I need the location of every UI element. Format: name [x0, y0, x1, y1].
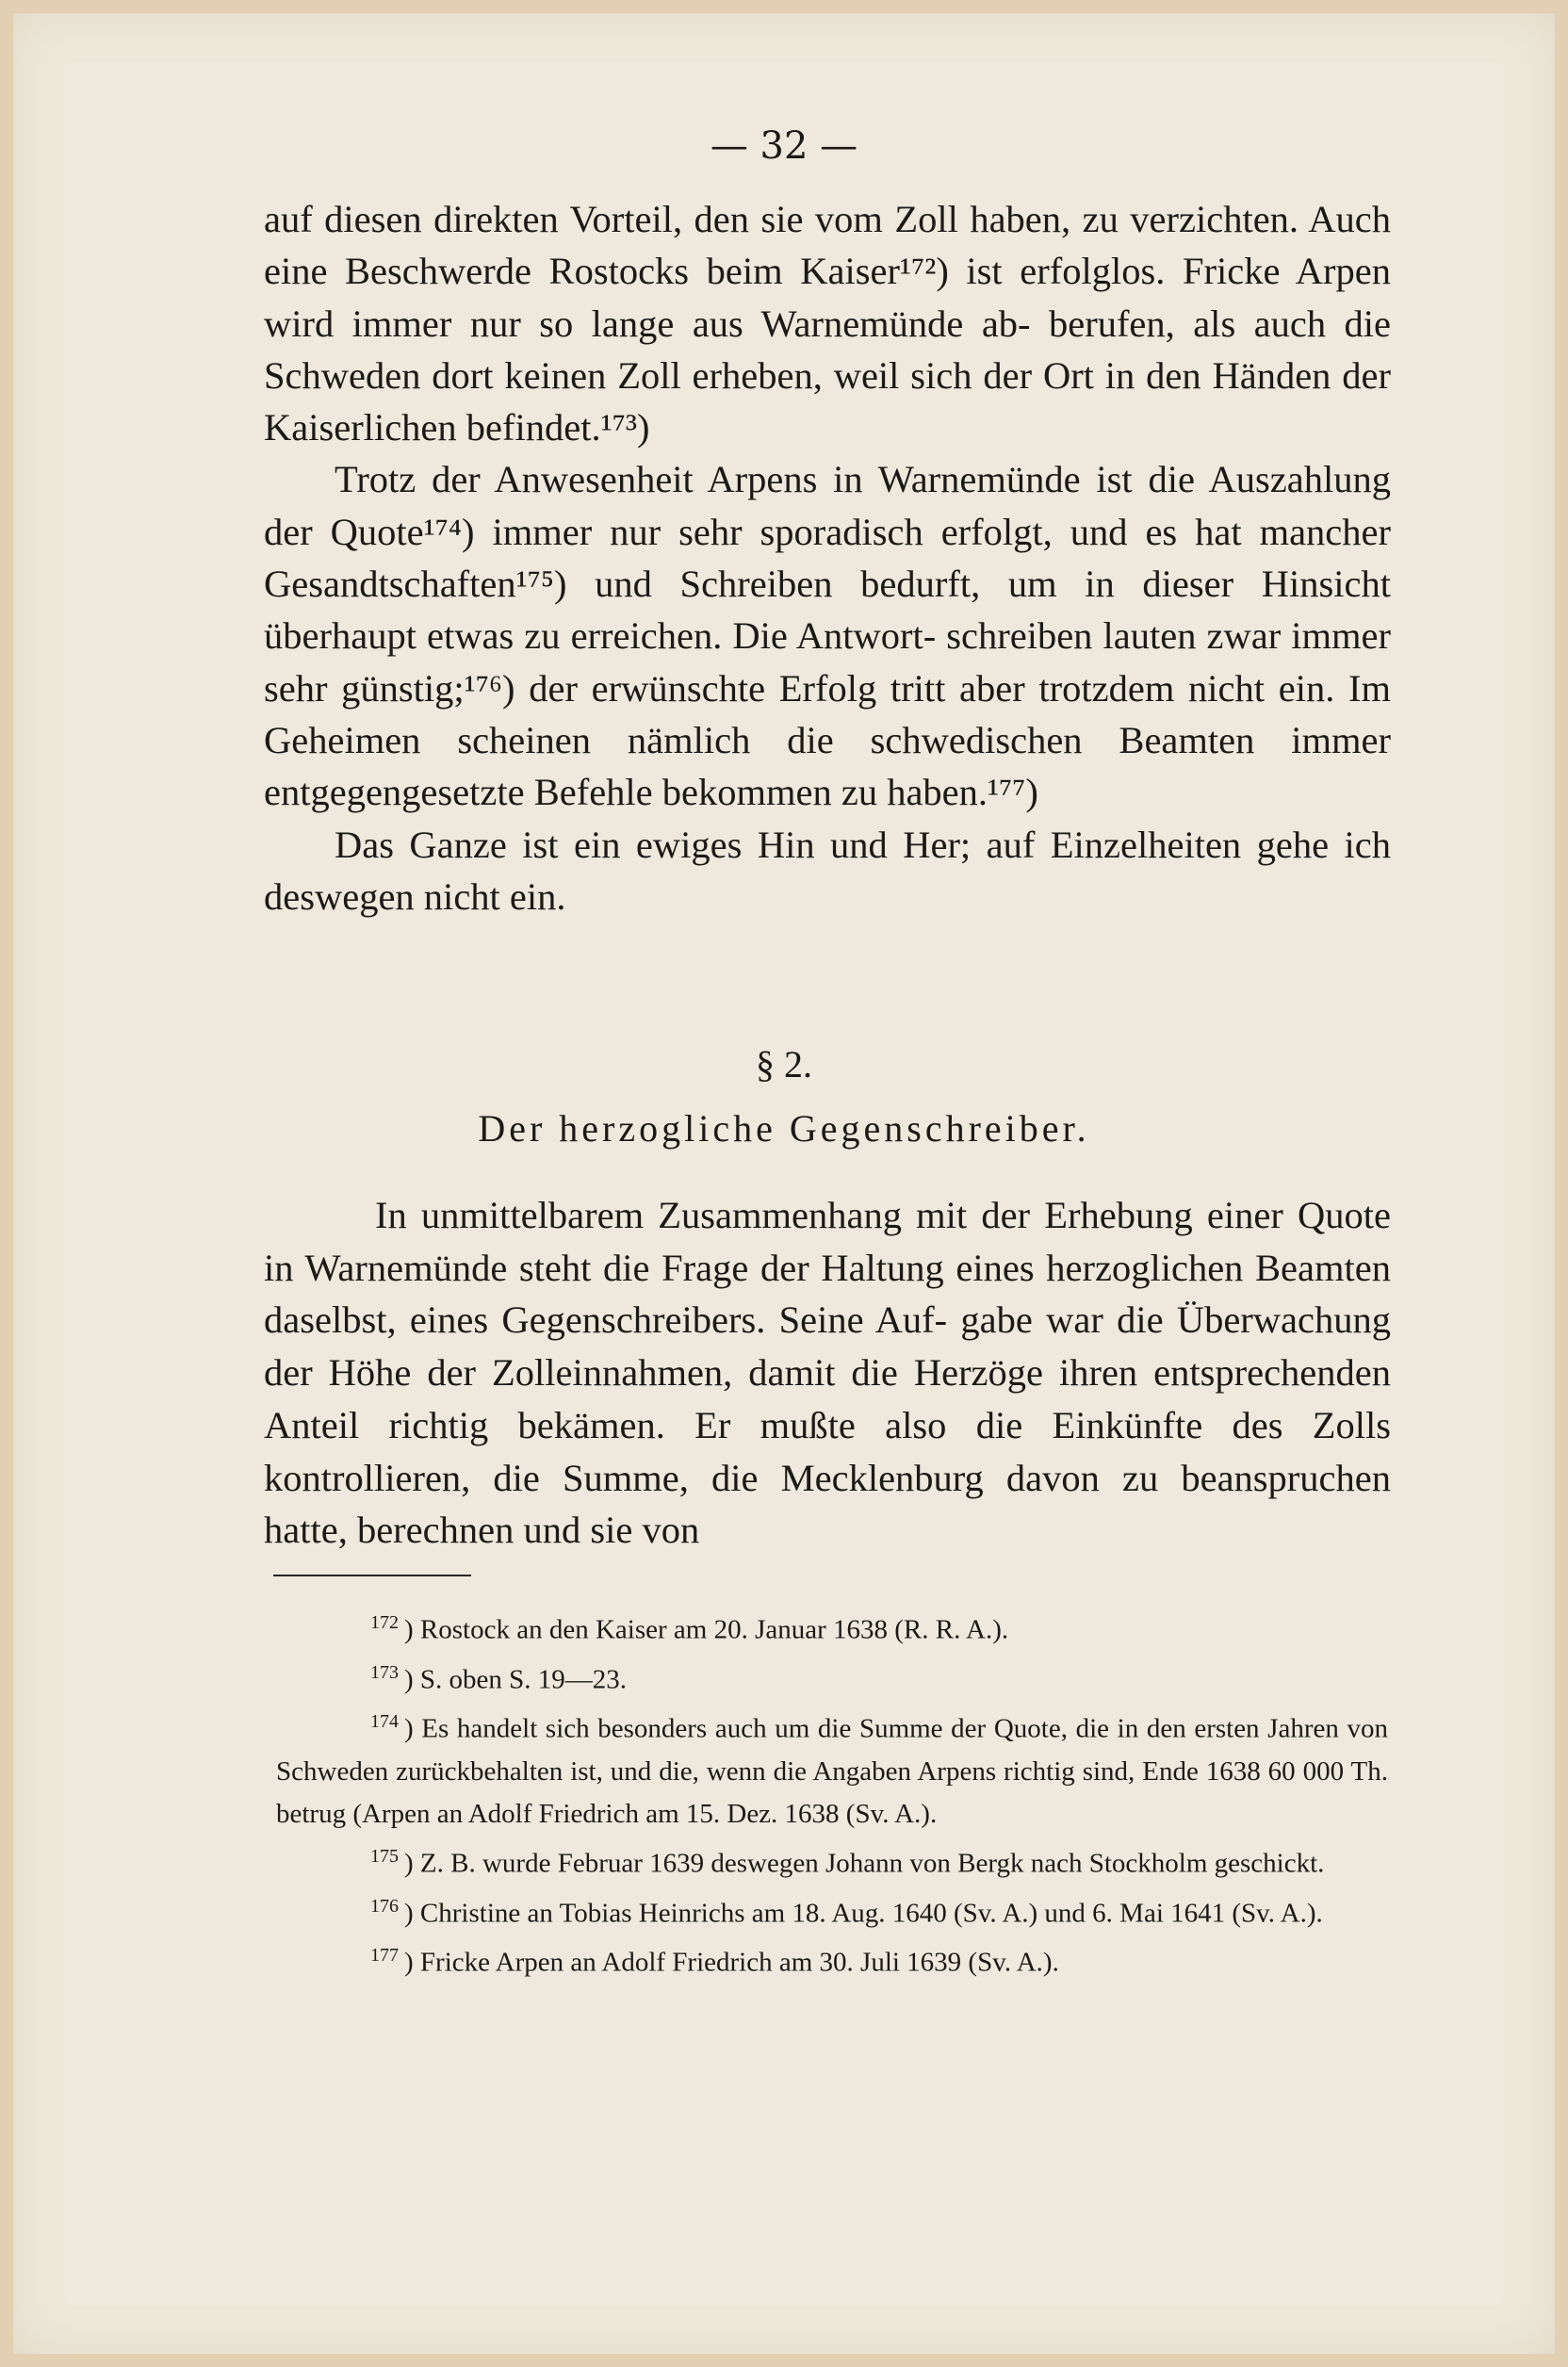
- footnote-mark: 177: [370, 1945, 399, 1967]
- paragraph-4: In unmittelbarem Zusammenhang mit der Erhebung einer Quote in Warnemünde steht die Frage der Haltung eines herzoglichen Beamten daselbst, eines Gegenschreibers. Seine Auf- gabe war die Überwachung der Höhe der Zolleinnahmen, damit die Herzöge ihren entsprechenden Anteil richtig bekämen. Er mußte also die Einkünfte des Zolls kontrollieren, die Summe, die Mecklenburg davon zu beanspruchen hatte, berechnen und sie von: [264, 1194, 1391, 1552]
- footnote-text: Christine an Tobias Heinrichs am 18. Aug. 1640 (Sv. A.) und 6. Mai 1641 (Sv. A.).: [419, 1898, 1323, 1929]
- footnote-text: Es handelt sich besonders auch um die Summe der Quote, die in den ersten Jahren von Schweden zurückbehalten ist, und die, wenn die Angaben Arpens richtig sind, Ende 1638 60 000 Th. betrug (Arpen an Adolf Friedrich am 15. Dez. 1638 (Sv. A.).: [276, 1713, 1388, 1829]
- footnote-mark: 174: [370, 1711, 399, 1733]
- body-text-bottom: [264, 1189, 1391, 1557]
- footnote-172: $^{172}$ ) Rostock an den Kaiser am 20. Januar 1638 (R. R. A.).: [370, 1612, 1009, 1645]
- footnote-text: Z. B. wurde Februar 1639 deswegen Johann von Bergk nach Stockholm geschickt.: [419, 1848, 1325, 1879]
- footnote-mark: 173: [370, 1661, 399, 1683]
- body-text-top: [264, 193, 1391, 922]
- footnote-mark: 172: [370, 1612, 399, 1633]
- footnote-174: $^{174}$ ) Es handelt sich besonders auch um die Summe der Quote, die in den ersten Jahren von Schweden zurückbehalten ist, und die, wenn die Angaben Arpens richtig sind, Ende 1638 60 000 Th. betrug (Arpen an Adolf Friedrich am 15. Dez. 1638 (Sv. A.).: [276, 1711, 1388, 1829]
- page-number: — 32 —: [710, 124, 858, 168]
- footnote-mark: 175: [370, 1845, 399, 1867]
- section-title: Der herzogliche Gegenschreiber.: [478, 1107, 1090, 1150]
- footnote-divider: [273, 1575, 471, 1576]
- section-number: § 2.: [756, 1043, 812, 1086]
- footnote-177: $^{177}$ ) Fricke Arpen an Adolf Friedrich am 30. Juli 1639 (Sv. A.).: [370, 1945, 1059, 1978]
- paragraph-1: auf diesen direkten Vorteil, den sie vom Zoll haben, zu verzichten. Auch eine Beschwerde Rostocks beim Kaiser¹⁷²) ist erfolglos. Fricke Arpen wird immer nur so lange aus Warnemünde ab- berufen, als auch die Schweden dort keinen Zoll erheben, weil sich der Ort in den Händen der Kaiserlichen befindet.¹⁷³): [264, 198, 1391, 449]
- footnote-mark: 176: [370, 1895, 399, 1917]
- paragraph-2: Trotz der Anwesenheit Arpens in Warnemünde ist die Auszahlung der Quote¹⁷⁴) immer nur sehr sporadisch erfolgt, und es hat mancher Gesandtschaften¹⁷⁵) und Schreiben bedurft, um in dieser Hinsicht überhaupt etwas zu erreichen. Die Antwort- schreiben lauten zwar immer sehr günstig;¹⁷⁶) der erwünschte Erfolg tritt aber trotzdem nicht ein. Im Geheimen scheinen nämlich die schwedischen Beamten immer entgegengesetzte Befehle bekommen zu haben.¹⁷⁷): [264, 458, 1391, 814]
- footnote-176: $^{176}$ ) Christine an Tobias Heinrichs am 18. Aug. 1640 (Sv. A.) und 6. Mai 1641 (Sv. A.).: [370, 1895, 1323, 1929]
- footnote-text: S. oben S. 19—23.: [419, 1664, 628, 1695]
- footnote-text: Rostock an den Kaiser am 20. Januar 1638 (R. R. A.).: [419, 1614, 1009, 1645]
- footnote-175: $^{175}$ ) Z. B. wurde Februar 1639 deswegen Johann von Bergk nach Stockholm geschickt.: [370, 1845, 1325, 1879]
- footnote-text: Fricke Arpen an Adolf Friedrich am 30. Juli 1639 (Sv. A.).: [419, 1947, 1059, 1978]
- footnotes: [276, 1602, 1388, 1984]
- paragraph-3: Das Ganze ist ein ewiges Hin und Her; auf Einzelheiten gehe ich deswegen nicht ein.: [264, 823, 1391, 918]
- footnote-173: $^{173}$ ) S. oben S. 19—23.: [370, 1661, 628, 1695]
